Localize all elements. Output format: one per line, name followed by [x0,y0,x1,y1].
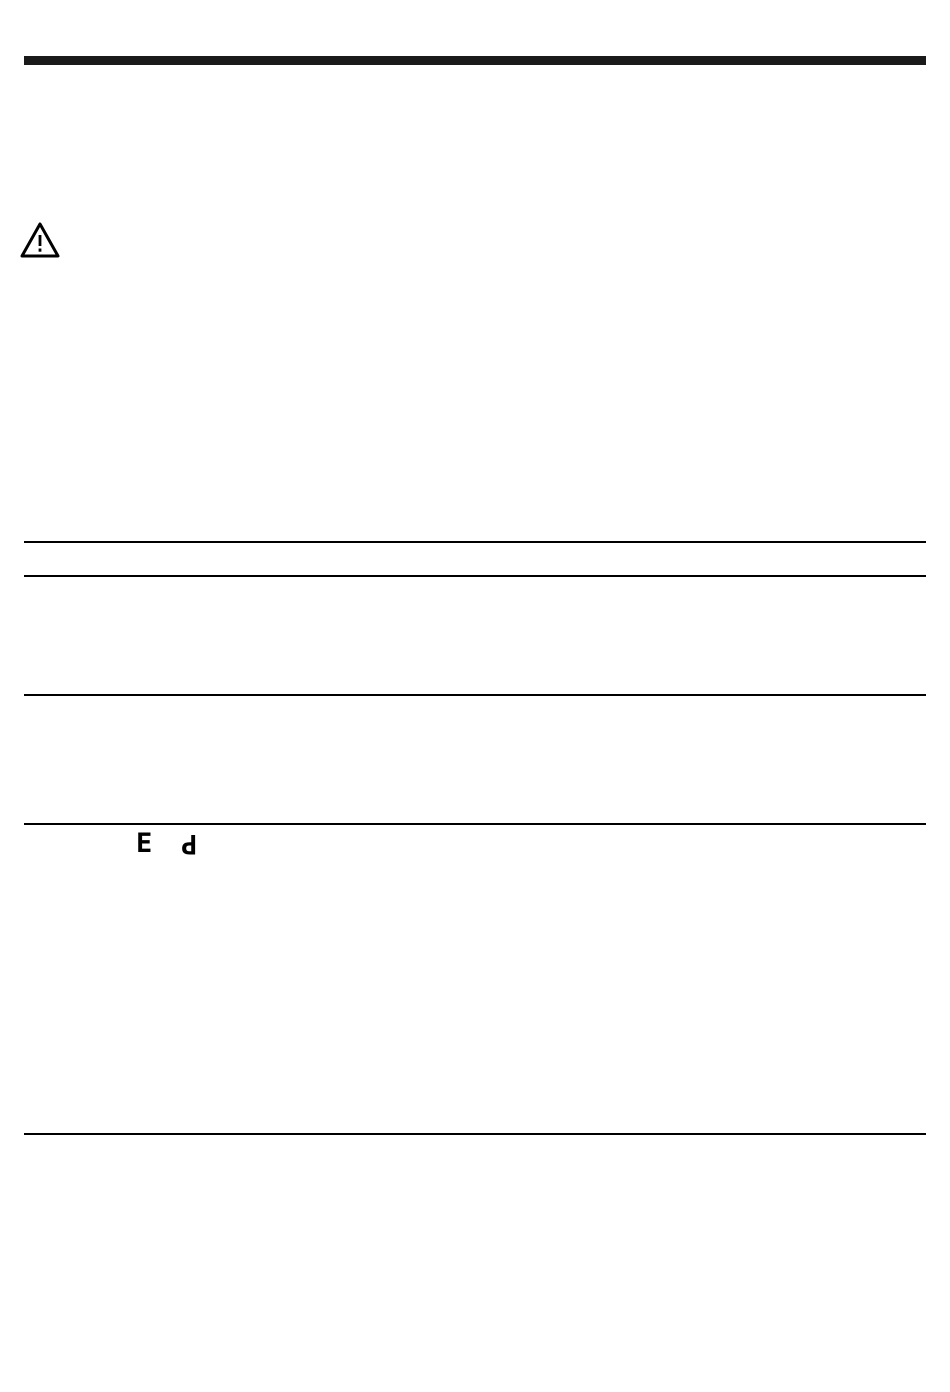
segment-glyph-1: E [136,828,153,859]
section-rule-3 [24,694,926,696]
segment-glyph-2: P [181,828,198,859]
section-rule-2 [24,575,926,577]
top-heavy-rule [24,56,926,65]
section-rule-5 [24,1133,926,1135]
warning-triangle-icon [20,222,60,258]
section-rule-4 [24,823,926,825]
section-rule-1 [24,541,926,543]
